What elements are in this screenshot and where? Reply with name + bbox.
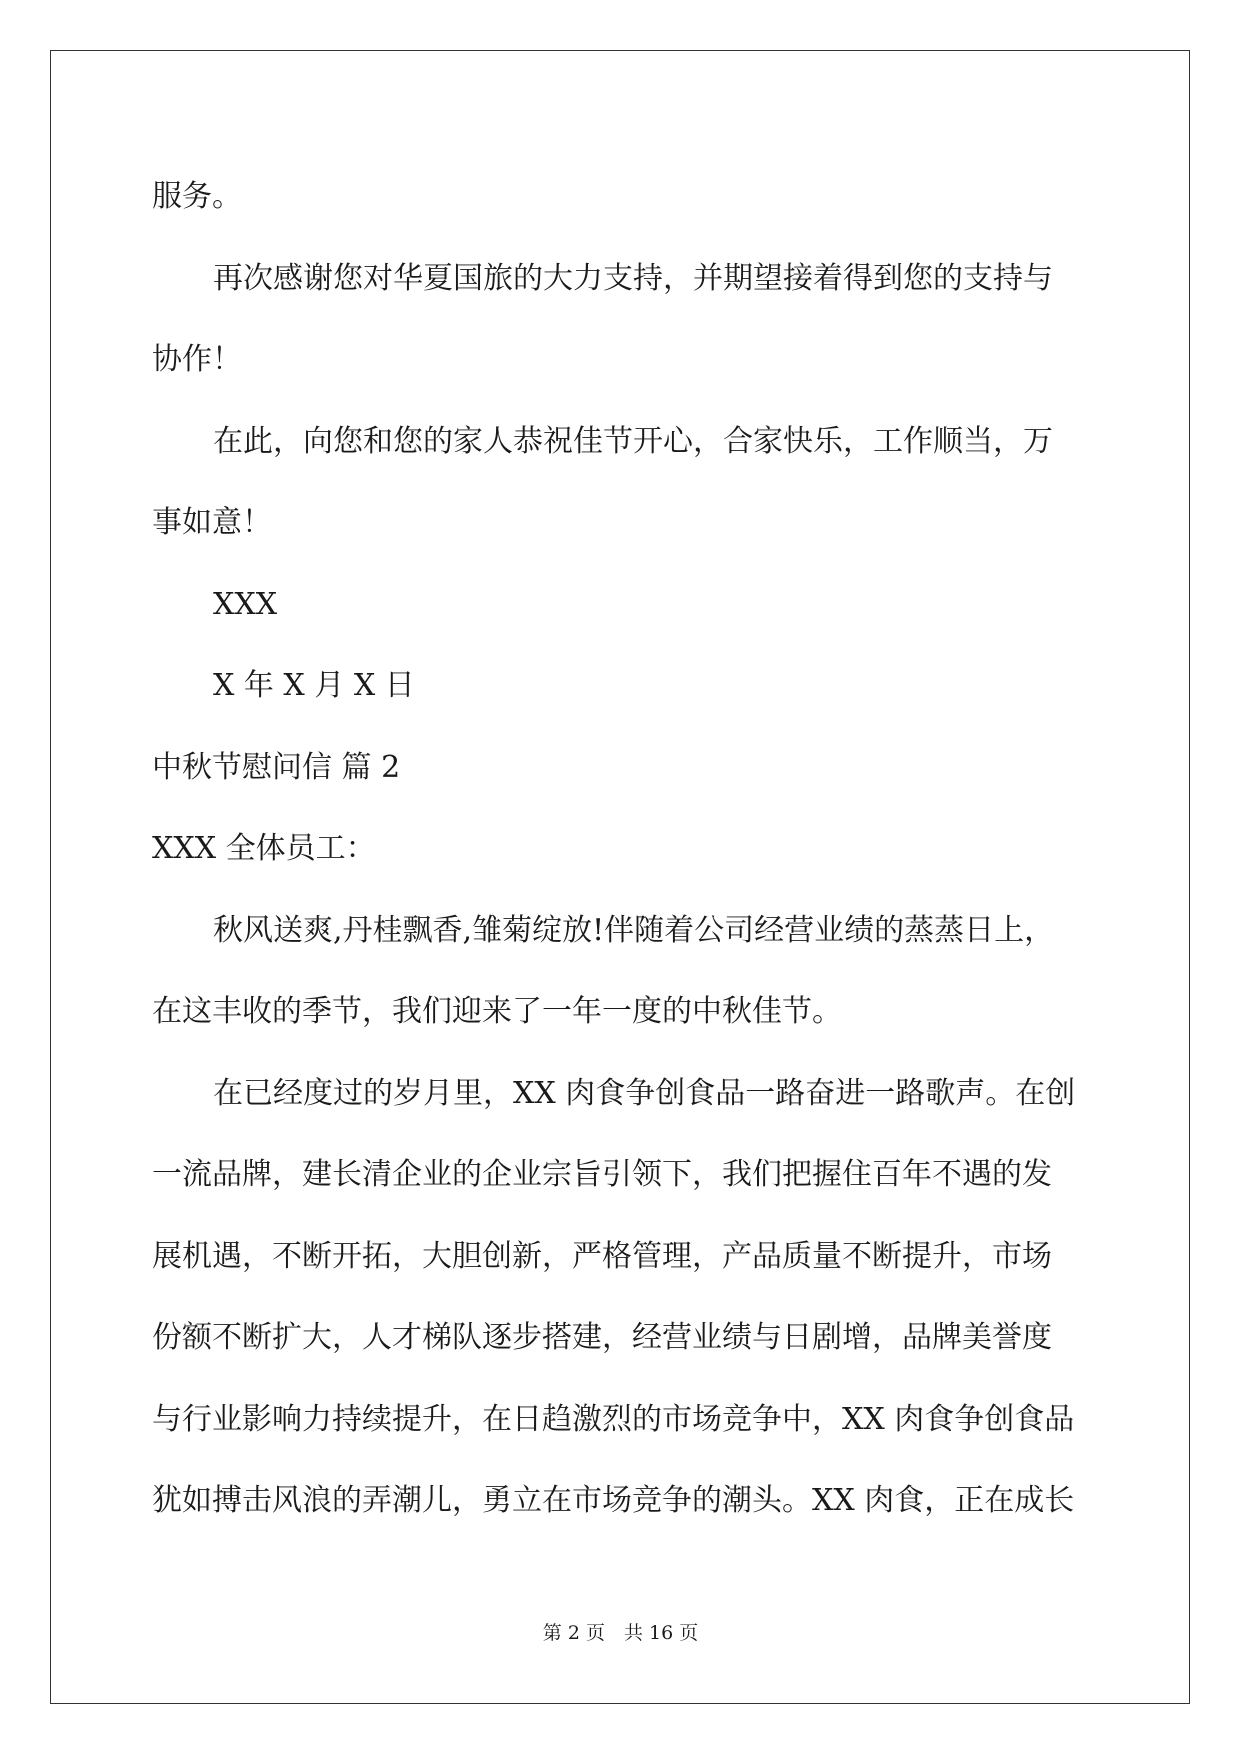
text-line: 份额不断扩大，人才梯队逐步搭建，经营业绩与日剧增，品牌美誉度 — [152, 1320, 1052, 1355]
text-line: 在此，向您和您的家人恭祝佳节开心，合家快乐，工作顺当，万 — [213, 423, 1053, 459]
text-line: 服务。 — [152, 179, 242, 214]
text-line: 在这丰收的季节，我们迎来了一年一度的中秋佳节。 — [152, 994, 842, 1029]
section-title: 中秋节慰问信 篇 2 — [152, 749, 401, 785]
text-line: 事如意！ — [152, 505, 272, 540]
text-line: 犹如搏击风浪的弄潮儿，勇立在市场竞争的潮头。XX 肉食，正在成长 — [152, 1483, 1075, 1518]
text-line: 协作！ — [152, 342, 242, 377]
text-line: 再次感谢您对华夏国旅的大力支持，并期望接着得到您的支持与 — [213, 260, 1053, 296]
text-line: 秋风送爽,丹桂飘香,雏菊绽放!伴随着公司经营业绩的蒸蒸日上， — [213, 912, 1055, 948]
signature-date: X 年 X 月 X 日 — [213, 668, 415, 703]
salutation: XXX 全体员工： — [152, 831, 376, 866]
text-line: 展机遇，不断开拓，大胆创新，严格管理，产品质量不断提升，市场 — [152, 1238, 1052, 1274]
signature-name: XXX — [213, 586, 278, 622]
page-footer: 第 2 页 共 16 页 — [542, 1622, 699, 1644]
text-line: 与行业影响力持续提升，在日趋激烈的市场竞争中，XX 肉食争创食品 — [152, 1401, 1075, 1437]
text-line: 一流品牌，建长清企业的企业宗旨引领下，我们把握住百年不遇的发 — [152, 1157, 1052, 1192]
text-line: 在已经度过的岁月里，XX 肉食争创食品一路奋进一路歌声。在创 — [213, 1075, 1076, 1111]
document-body — [152, 156, 1092, 1542]
